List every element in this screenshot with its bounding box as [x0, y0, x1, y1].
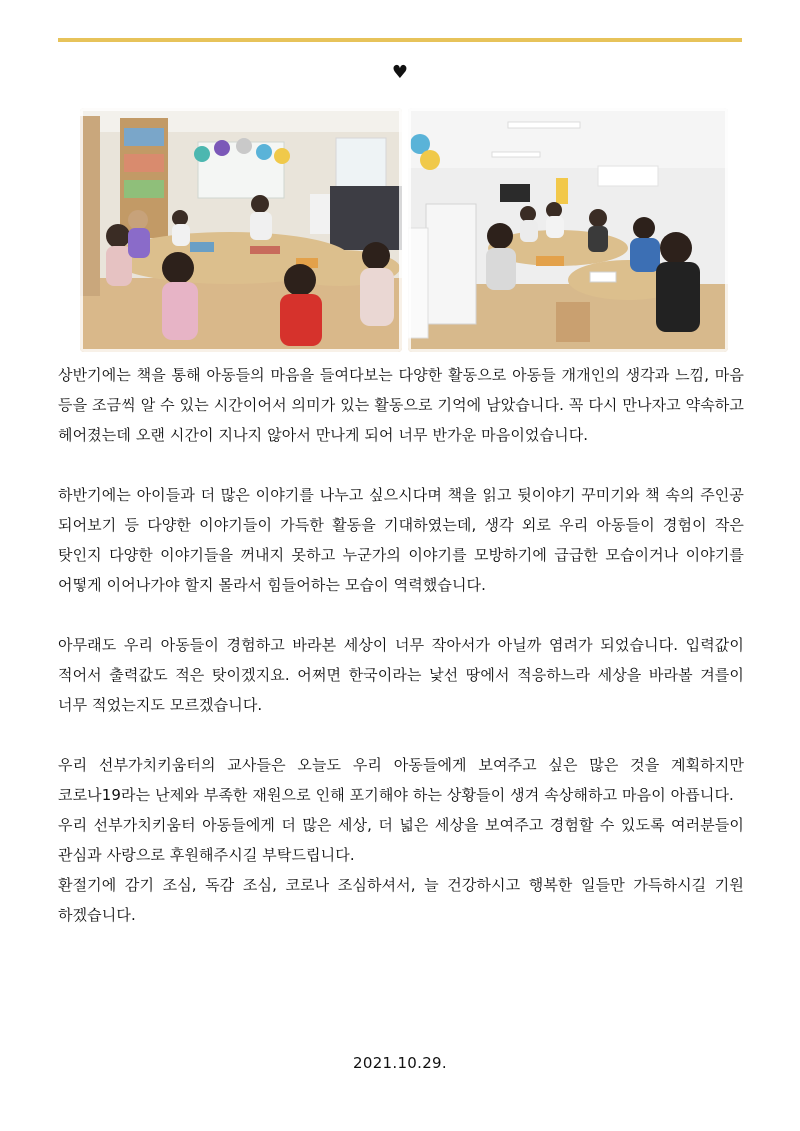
- paragraph-teachers: 우리 선부가치키움터의 교사들은 오늘도 우리 아동들에게 보여주고 싶은 많은 것을 계획하지만 코로나19라는 난제와 부족한 재원으로 인해 포기해야 하는 상황들이 생겨 속상해하고 마음이 아픕니다.: [58, 756, 744, 804]
- top-divider: [58, 38, 742, 42]
- paragraph-closing: 환절기에 감기 조심, 독감 조심, 코로나 조심하셔서, 늘 건강하시고 행복한 일들만 가득하시길 기원 하겠습니다.: [58, 876, 744, 924]
- classroom-photo-right: [408, 108, 728, 352]
- paragraph-request: 우리 선부가치키움터 아동들에게 더 많은 세상, 더 넓은 세상을 보여주고 경험할 수 있도록 여러분들이 관심과 사랑으로 후원해주시길 부탁드립니다.: [58, 816, 744, 864]
- heart-icon: ♥: [391, 62, 409, 83]
- letter-date: 2021.10.29.: [353, 1054, 447, 1072]
- photo-row: [80, 108, 728, 352]
- paragraph-first-half: 상반기에는 책을 통해 아동들의 마음을 들여다보는 다양한 활동으로 아동들 개개인의 생각과 느낌, 마음 등을 조금씩 알 수 있는 시간이어서 의미가 있는 활동으로 기억에 남았습니다. 꼭 다시 만나자고 약속하고 헤어졌는데 오랜 시간이 지나지 않아서 만나게 되어 너무 반가운 마음이었습니다.: [58, 366, 744, 444]
- paragraph-concern: 아무래도 우리 아동들이 경험하고 바라본 세상이 너무 작아서가 아닐까 염려가 되었습니다. 입력값이 적어서 출력값도 적은 탓이겠지요. 어쩌면 한국이라는 낯선 땅에서 적응하느라 세상을 바라볼 겨를이 너무 적었는지도 모르겠습니다.: [58, 636, 744, 714]
- paragraph-second-half: 하반기에는 아이들과 더 많은 이야기를 나누고 싶으시다며 책을 읽고 뒷이야기 꾸미기와 책 속의 주인공 되어보기 등 다양한 이야기들이 가득한 활동을 기대하였는데, 생각 외로 우리 아동들이 경험이 작은 탓인지 다양한 이야기들을 꺼내지 못하고 누군가의 이야기를 모방하기에 급급한 모습이거나 이야기를 어떻게 이어나가야 할지 몰라서 힘들어하는 모습이 역력했습니다.: [58, 486, 744, 594]
- classroom-photo-left: [80, 108, 402, 352]
- letter-body: [58, 360, 744, 930]
